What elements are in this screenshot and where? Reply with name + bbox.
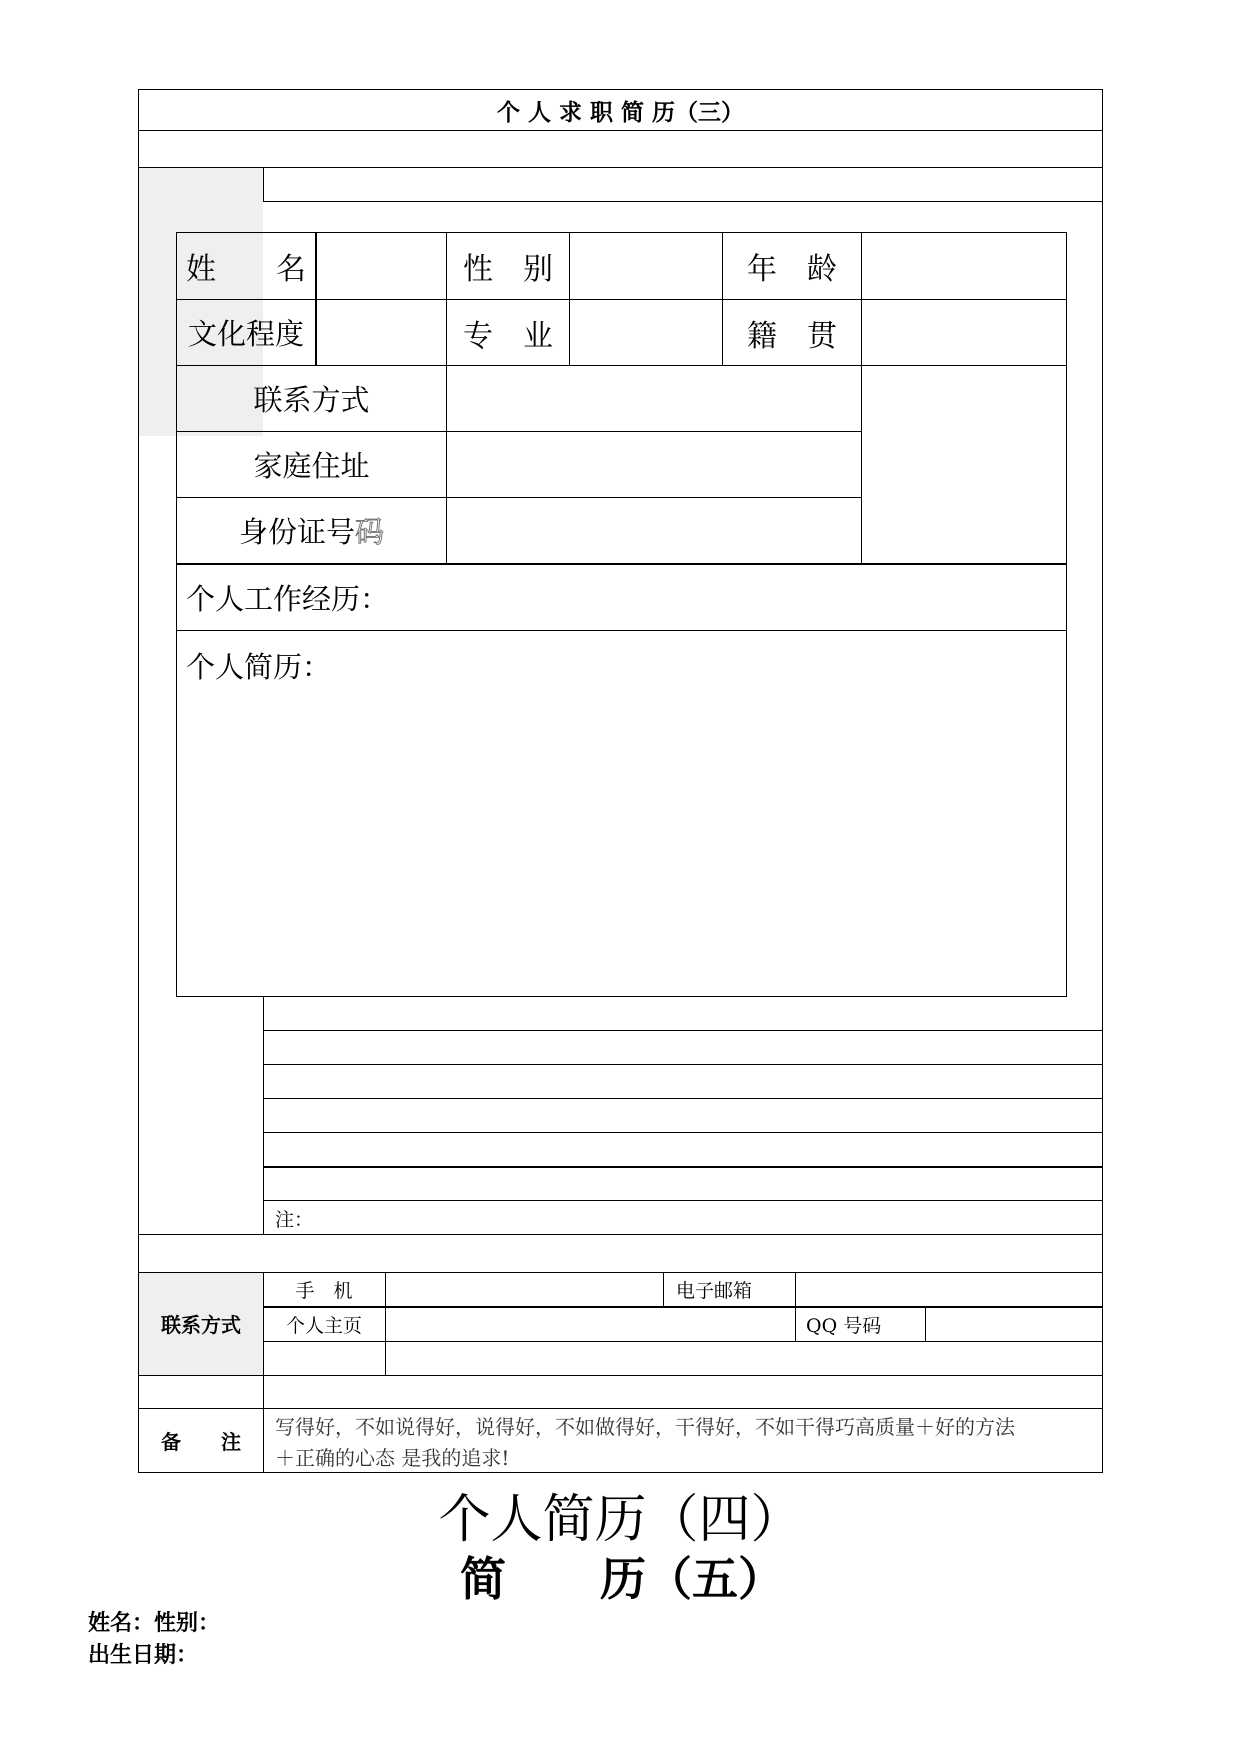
form5-birth-date: 出生日期： [88, 1643, 199, 1668]
form3-line [138, 167, 1103, 168]
info-contact-label: 联系方式 [253, 383, 370, 417]
info-contact-field[interactable] [447, 366, 861, 431]
form5-title-part2: 历（五） [600, 1552, 784, 1606]
form3-row-line [263, 1064, 1103, 1065]
info-major-label: 专 业 [463, 318, 553, 354]
info-name-field[interactable] [317, 233, 446, 299]
form3-remarks-line2: ＋正确的心态 是我的追求! [275, 1446, 510, 1470]
info-id-label [177, 498, 446, 563]
form4-title: 个人简历（四） [438, 1489, 803, 1550]
info-resume-field[interactable] [177, 698, 1066, 996]
form3-phone-field[interactable] [386, 1273, 662, 1306]
info-major-field[interactable] [570, 300, 722, 365]
info-address-label: 家庭住址 [253, 449, 370, 483]
info-gender-field[interactable] [570, 233, 722, 299]
form3-qq-field[interactable] [926, 1308, 1102, 1340]
form3-homepage-label: 个人主页 [285, 1314, 362, 1337]
form3-remarks-line1: 写得好，不如说得好，说得好，不如做得好，干得好，不如干得巧高质量＋好的方法 [275, 1415, 1015, 1439]
info-native-place-label: 籍 贯 [747, 318, 837, 354]
form3-note-label: 注： [275, 1208, 314, 1231]
form3-contact-label: 联系方式 [161, 1313, 241, 1337]
form3-row-line [263, 1132, 1103, 1133]
form3-line [138, 1234, 1103, 1235]
form3-email-field[interactable] [796, 1273, 1102, 1306]
info-address-field[interactable] [447, 432, 861, 497]
form3-row-line [263, 1030, 1103, 1031]
form5-title-part1: 简 [460, 1552, 506, 1606]
form3-extra-field[interactable] [386, 1342, 1102, 1375]
info-line [176, 630, 1067, 631]
form3-line [138, 1375, 1103, 1376]
info-id-label-main: 身份证号 [238, 515, 355, 549]
info-education-field[interactable] [317, 300, 446, 365]
form3-remarks-text [275, 1412, 1100, 1472]
form3-line [663, 1272, 664, 1306]
info-gender-label: 性 别 [463, 252, 553, 287]
info-name-label: 姓 名 [186, 252, 306, 287]
info-education-label: 文化程度 [187, 317, 304, 351]
form3-email-label: 电子邮箱 [676, 1280, 753, 1302]
form3-row-line [263, 1200, 1103, 1201]
form3-phone-label: 手 机 [295, 1280, 353, 1302]
form3-line [263, 167, 264, 202]
form3-remarks-label: 备 注 [161, 1430, 241, 1454]
form3-homepage-field[interactable] [386, 1308, 794, 1340]
form3-line [138, 130, 1103, 131]
info-id-label-last: 码 [355, 515, 385, 549]
form3-row-line [263, 1166, 1103, 1168]
info-age-field[interactable] [862, 233, 1066, 299]
info-age-label: 年 龄 [747, 252, 837, 287]
info-resume-label: 个人简历： [186, 649, 332, 684]
form3-line [263, 997, 264, 1234]
info-work-history-label: 个人工作经历： [186, 582, 390, 616]
form3-qq-label: QQ 号码 [806, 1314, 882, 1337]
info-native-place-field[interactable] [862, 300, 1066, 365]
form3-row-line [263, 1098, 1103, 1099]
form5-name-gender: 姓名：性别： [88, 1611, 221, 1636]
info-photo-area[interactable] [862, 366, 1066, 563]
form3-line [138, 1408, 1103, 1409]
form3-line [795, 1306, 796, 1341]
info-id-field[interactable] [447, 498, 861, 563]
form3-title: 个 人 求 职 简 历（三） [496, 98, 745, 126]
